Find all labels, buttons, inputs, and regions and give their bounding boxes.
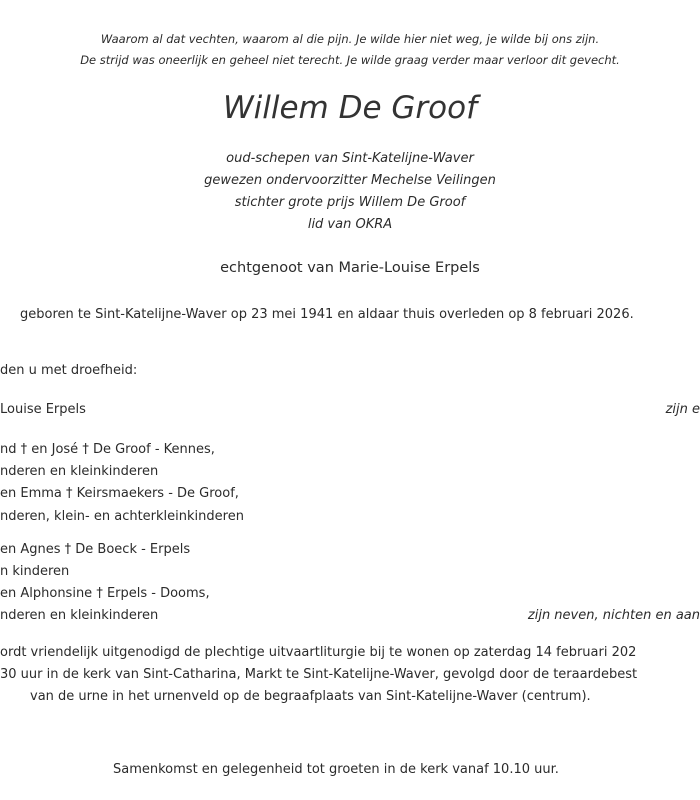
role-line: stichter grote prijs Willem De Groof — [234, 195, 466, 210]
family-line: nderen en kleinkinderen — [0, 464, 159, 479]
ceremony-line: van de urne in het urnenveld op de begraafplaats van Sint-Katelijne-Waver (centrum). — [30, 689, 591, 704]
family-spouse: Louise Erpels — [0, 402, 86, 417]
family-line: nd † en José † De Groof - Kennes, — [0, 442, 215, 457]
birth-death-line: geboren te Sint-Katelijne-Waver op 23 mei 1941 en aldaar thuis overleden op 8 februari 2026. — [20, 307, 634, 322]
family-line: n kinderen — [0, 564, 70, 579]
role-line: oud-schepen van Sint-Katelijne-Waver — [226, 151, 474, 166]
intro-line: den u met droefheid: — [0, 363, 138, 378]
family-line: nderen en kleinkinderen — [0, 608, 159, 623]
ceremony-line: ordt vriendelijk uitgenodigd de plechtige uitvaartliturgie bij te wonen op zaterdag 14 februari 202 — [0, 645, 637, 660]
ceremony-line: 30 uur in de kerk van Sint-Catharina, Markt te Sint-Katelijne-Waver, gevolgd door de teraardebest — [0, 667, 638, 682]
poem-line-1: Waarom al dat vechten, waarom al die pijn. Je wilde hier niet weg, je wilde bij ons zijn. — [100, 32, 600, 46]
family-spouse-relation: zijn e — [665, 402, 700, 417]
poem-line-2: De strijd was oneerlijk en geheel niet terecht. Je wilde graag verder maar verloor dit gevecht. — [80, 53, 620, 67]
family-line: en Alphonsine † Erpels - Dooms, — [0, 586, 210, 601]
family-line: en Emma † Keirsmaekers - De Groof, — [0, 486, 239, 501]
spouse-line: echtgenoot van Marie-Louise Erpels — [220, 260, 480, 276]
role-line: lid van OKRA — [307, 217, 393, 232]
role-line: gewezen ondervoorzitter Mechelse Veilingen — [204, 173, 496, 188]
gathering-line: Samenkomst en gelegenheid tot groeten in de kerk vanaf 10.10 uur. — [113, 762, 559, 777]
family-line: nderen, klein- en achterkleinkinderen — [0, 509, 244, 524]
family-relatives-relation: zijn neven, nichten en aan — [527, 608, 700, 623]
deceased-name: Willem De Groof — [222, 90, 478, 126]
family-line: en Agnes † De Boeck - Erpels — [0, 542, 191, 557]
